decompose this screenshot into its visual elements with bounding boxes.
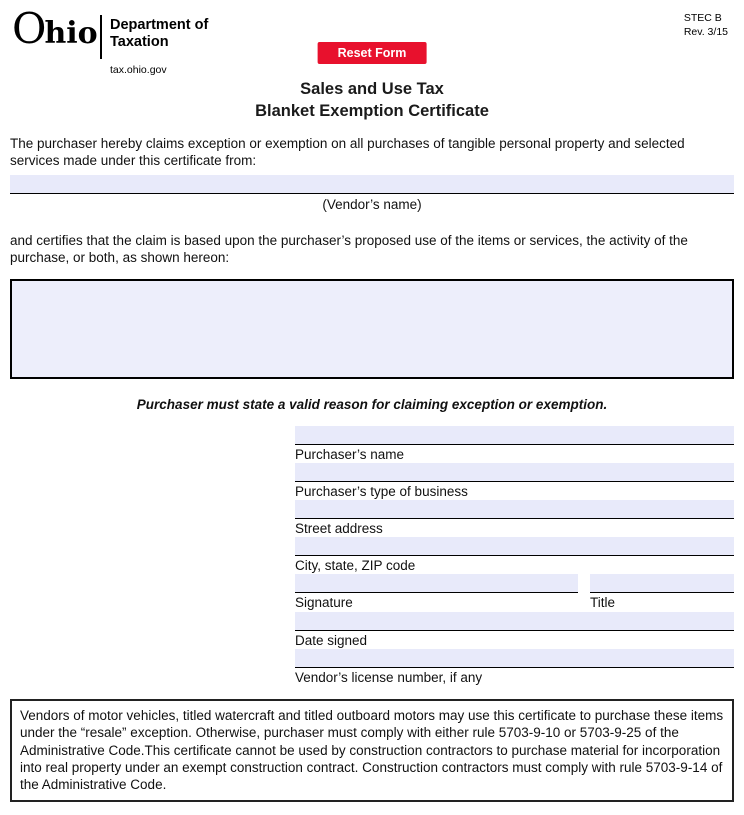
street-address-input[interactable] xyxy=(295,500,734,519)
signature-field xyxy=(295,574,578,611)
vendor-license-field xyxy=(295,649,734,685)
department-line1: Department of xyxy=(110,17,209,33)
form-revision: Rev. 3/15 xyxy=(683,25,728,38)
footer-note-box xyxy=(10,699,734,802)
title-field xyxy=(590,574,734,611)
purchaser-name-field xyxy=(295,426,734,462)
signature-title-row xyxy=(295,574,734,612)
vendor-name-caption: (Vendor’s name) xyxy=(322,196,422,212)
date-signed-label: Date signed xyxy=(295,632,368,648)
exemption-reason-textarea[interactable] xyxy=(10,279,734,379)
business-type-input[interactable] xyxy=(295,463,734,482)
purchaser-fields xyxy=(295,426,734,685)
intro-paragraph: The purchaser hereby claims exception or exemption on all purchases of tangible personal property and selected services made under this certificate from: xyxy=(10,135,685,169)
certify-paragraph: and certifies that the claim is based upon the purchaser’s proposed use of the items or services, the activity of the purchase, or both, as shown hereon: xyxy=(10,232,688,266)
form-header xyxy=(10,4,734,76)
form-title-line2: Blanket Exemption Certificate xyxy=(255,102,489,121)
form-title xyxy=(10,78,734,123)
purchaser-name-input[interactable] xyxy=(295,426,734,445)
form-code-block xyxy=(684,12,728,39)
signature-input[interactable] xyxy=(295,574,578,593)
footer-note-text: Vendors of motor vehicles, titled watercraft and titled outboard motors may use this certificate to purchase these items under the “resale” exception. Otherwise, purchaser must comply with either rule 5703-9-10 or 5703-9-25 of the Administrative Code.This certificate cannot be used by construction contractors to purchase material for incorporation into real property under an exempt construction contract. Construction contractors must comply with rule 5703-9-14 of the Administrative Code. xyxy=(20,707,724,793)
vendor-license-input[interactable] xyxy=(295,649,734,668)
header-divider xyxy=(100,15,102,59)
vendor-license-label: Vendor’s license number, if any xyxy=(295,669,483,685)
date-signed-field xyxy=(295,612,734,648)
business-type-label: Purchaser’s type of business xyxy=(295,483,468,499)
reset-form-button[interactable]: Reset Form xyxy=(318,42,427,64)
business-type-field xyxy=(295,463,734,499)
street-address-label: Street address xyxy=(295,520,383,536)
website-url: tax.ohio.gov xyxy=(110,64,167,76)
city-state-zip-input[interactable] xyxy=(295,537,734,556)
date-signed-input[interactable] xyxy=(295,612,734,631)
title-label: Title xyxy=(590,594,616,610)
department-line2: Taxation xyxy=(110,34,169,51)
ohio-logo-o: O xyxy=(12,4,45,53)
city-state-zip-field xyxy=(295,537,734,573)
form-code: STEC B xyxy=(683,12,722,24)
department-name xyxy=(110,17,208,52)
city-state-zip-label: City, state, ZIP code xyxy=(295,557,416,573)
vendor-name-input[interactable] xyxy=(10,175,734,194)
purchaser-name-label: Purchaser’s name xyxy=(295,446,405,462)
signature-label: Signature xyxy=(295,594,353,610)
ohio-logo-hio: hio xyxy=(44,16,98,51)
reason-instruction: Purchaser must state a valid reason for claiming exception or exemption. xyxy=(136,396,608,412)
form-title-line1: Sales and Use Tax xyxy=(300,80,444,98)
ohio-logo xyxy=(12,4,98,53)
street-address-field xyxy=(295,500,734,536)
title-input[interactable] xyxy=(590,574,734,593)
